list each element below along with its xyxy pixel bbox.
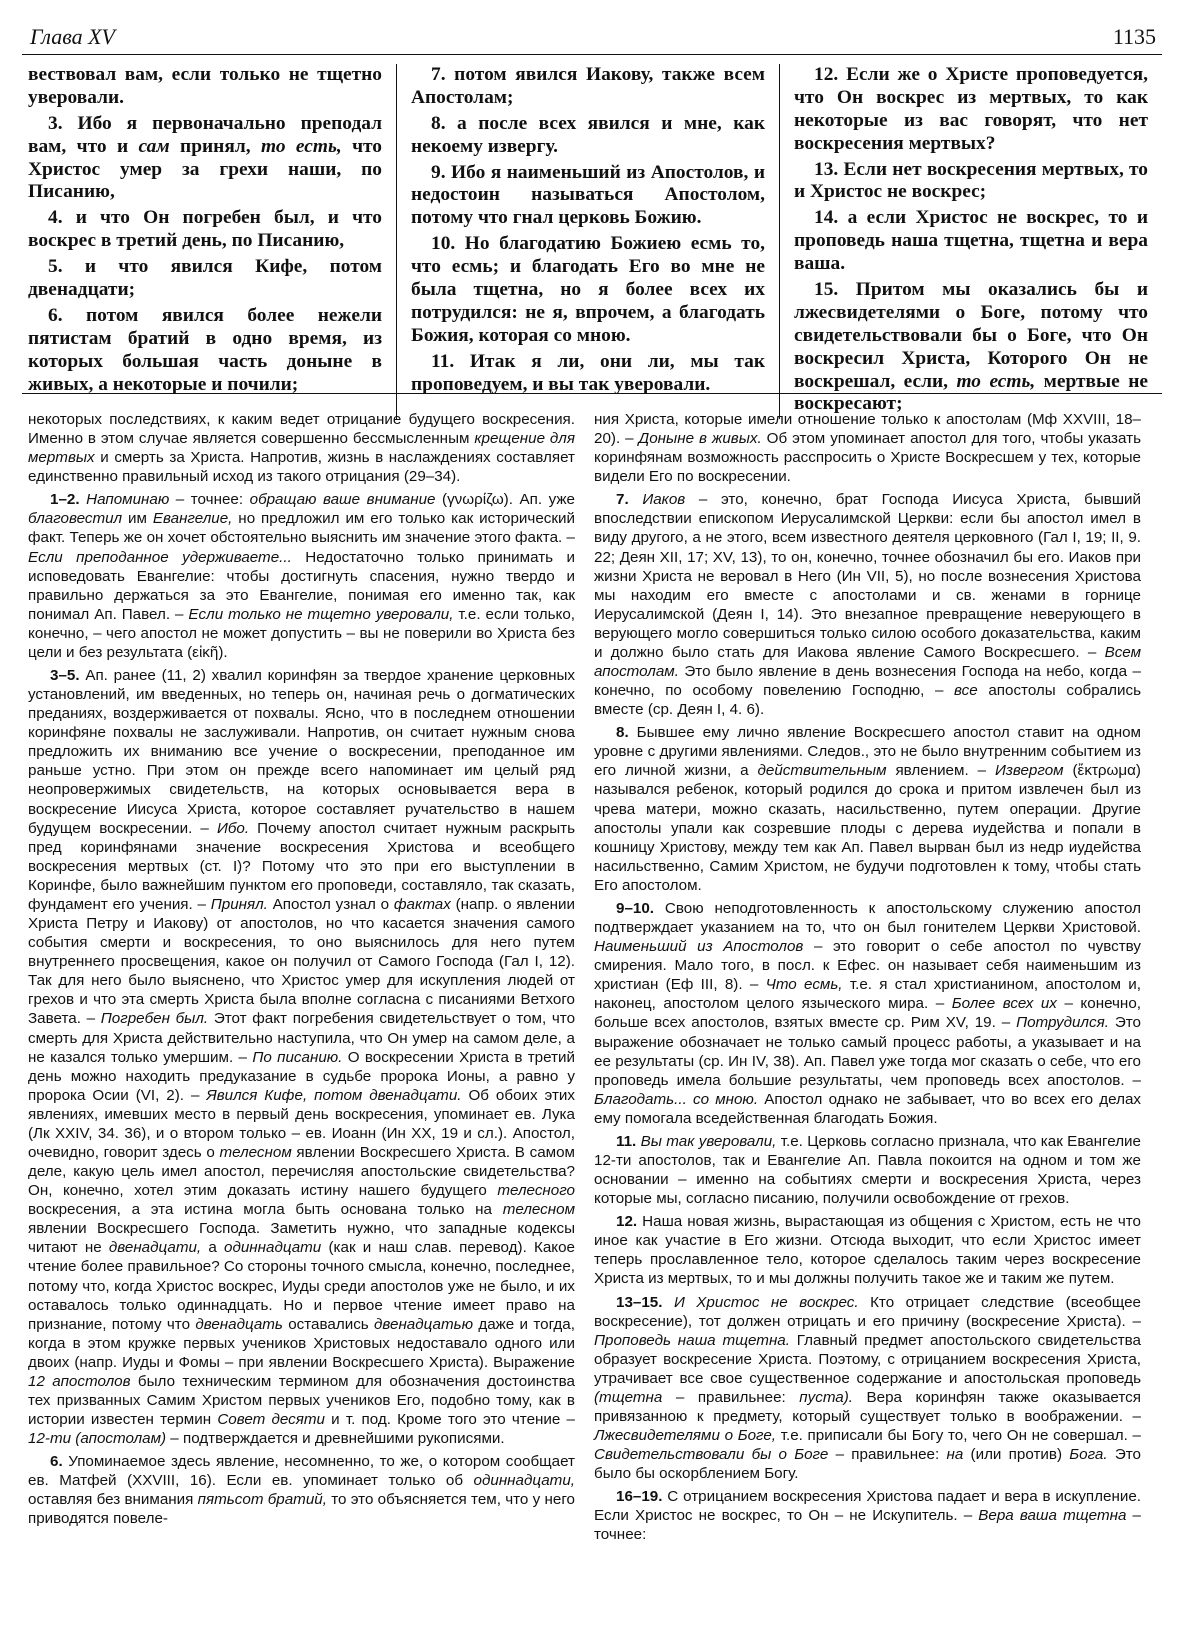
text-segment: – это, конечно, брат Господа Иисуса Христа, бывший впоследствии епископом Иерусалимской Церкви: если бы апостол имел в виду другого, а не этого, всем известного деятеля церковного (Гал I, 19; II, 9. 22; Деян XII, 17; XV, 13), то он, конечно, точнее обозначил бы его. Иаков при жизни Христа не веровал в Него (Ин VII, 5), но после вознесения Христова мы находим его вместе с апостолами и св. женами в горнице Иерусалимской (Деян I, 14). Это внезапное превращение неверующего в верующего могло совершиться только силою особого доказательства, каким и должно было стать для Иакова явление Самого Воскресшего. – xyxy=(594,491,1141,661)
text-segment: (как и наш слав. перевод). Какое чтение более правильное? Со стороны точного смысла, конечно, последнее, потому что, когда Христос воскрес, Иуды среди апостолов уже не было, и их оставалось только одиннадцать. Но и первое чтение имеет право на признание, потому что xyxy=(28,1239,576,1333)
text-segment: 8. xyxy=(616,724,629,742)
page-header xyxy=(22,18,1162,55)
text-segment: т.е. если только, конечно, – чего апостол не может допустить – вы не поверили во Христа без цели и без результата (εἰκῆ). xyxy=(28,605,575,661)
text-segment: Недостаточно только принимать и исповедовать Евангелие: чтобы достигнуть спасения, нужно твердо и правильно держаться за это Евангелие, понимая его именно так, как понимал Ап. Павел. – xyxy=(28,548,575,623)
text-segment: Принял. xyxy=(210,895,268,913)
text-segment: одиннадцати xyxy=(224,1239,322,1257)
text-segment: 3. Ибо я первоначально преподал вам, что и xyxy=(28,112,382,157)
chapter-title: Глава XV xyxy=(30,24,115,49)
text-segment: т.е. Церковь согласно признала, что как Евангелие 12-ти апостолов, так и Евангелие Ап. Павла покоится на одном и том же основании – именно на событиях смерти и воскресения Христа, через которые мы, согласно писанию, получили освобождение от грехов. xyxy=(594,1132,1141,1208)
text-segment: (напр. о явлении Христа Петру и Иакову) от апостолов, но что касается значения самого события смерти и воскресения, то оно выяснилось для него путем внутреннего просвещения, какое он получил от Самого Господа (Гал I, 12). Так для него было выяснено, что Христос умер для искупления людей от грехов и что эта смерть Христа была вполне согласна с писаниями Ветхого Завета. – xyxy=(28,895,575,1028)
text-segment: 13–15. xyxy=(616,1293,663,1311)
text-segment: 6. xyxy=(50,1453,63,1471)
text-segment: Более всех их xyxy=(951,995,1057,1013)
text-segment: Вы так уверовали, xyxy=(640,1132,777,1150)
text-segment: – правильнее: xyxy=(662,1388,800,1406)
text-segment: оставляя без внимания xyxy=(28,1491,198,1509)
text-segment: сам xyxy=(138,135,170,157)
scripture-column xyxy=(28,64,397,419)
text-segment: Евангелие, xyxy=(152,510,233,528)
text-segment: Проповедь наша тщетна. xyxy=(594,1331,790,1349)
text-segment: (γνωρίζω). Ап. уже xyxy=(435,491,575,509)
verse-paragraph xyxy=(794,64,1148,156)
scripture-column xyxy=(780,64,1162,419)
text-segment: 14. а если Христос не воскрес, то и проповедь наша тщетна, тщетна и вера ваша. xyxy=(794,207,1148,275)
text-segment: Всем апостолам. xyxy=(594,643,1141,681)
text-segment: 12-ти (апостолам) xyxy=(28,1430,167,1448)
verse-paragraph xyxy=(411,351,765,397)
text-segment: Об этом упоминает апостол для того, чтобы указать коринфянам возможность расспросить о Христе Воскресшем у тех, которые видели Его по воскресении. xyxy=(594,430,1142,486)
text-segment: Этот факт погребения свидетельствует о том, что смерть для Христа действительно наступила, что Он умер на самом деле, а не казался только умершим. – xyxy=(28,1010,576,1066)
text-segment: По писанию. xyxy=(252,1048,343,1066)
text-segment: 9. Ибо я наименьший из Апостолов, и недостоин называться Апостолом, потому что гнал церковь Божию. xyxy=(411,161,765,229)
text-segment: фактах xyxy=(393,895,451,913)
text-segment: Что есмь, xyxy=(765,976,843,994)
text-segment: С отрицанием воскресения Христова падает и вера в искупление. Если Христос не воскрес, то Он – не Искупитель. – xyxy=(594,1488,1141,1525)
scripture-text xyxy=(28,64,1162,419)
text-segment: О воскресении Христа в третий день можно находить предуказание в судьбе пророка Ионы, а равно у пророка Осии (VI, 2). – xyxy=(28,1048,575,1104)
commentary-paragraph xyxy=(594,1293,1141,1484)
text-segment: Напоминаю xyxy=(86,491,170,509)
text-segment: 3–5. xyxy=(50,667,80,685)
text-segment: явлении Воскресшего Господа. Заметить нужно, что западные кодексы читают не xyxy=(28,1220,575,1257)
text-segment: 7. xyxy=(616,491,629,509)
text-segment: двенадцати, xyxy=(108,1239,202,1257)
text-segment: двенадцатью xyxy=(374,1315,474,1333)
text-segment: Доныне в живых. xyxy=(638,430,762,448)
verse-paragraph xyxy=(794,207,1148,276)
text-segment: – это говорит о себе апостол по чувству смирения. Мало того, в посл. к Ефес. он называет себя наименьшим из христиан (Еф III, 8). – xyxy=(594,938,1141,994)
text-segment: Погребен был. xyxy=(100,1010,209,1028)
text-segment: некоторых последствиях, к каким ведет отрицание будущего воскресения. Именно в этом случае является совершенно бессмысленным xyxy=(28,411,575,448)
text-segment: 6. потом явился более нежели пятистам братий в одно время, из которых большая часть доныне в живых, а некоторые и почили; xyxy=(28,304,382,395)
text-segment: крещение для мертвых xyxy=(28,430,575,467)
text-segment: – конечно, больше всех апостолов, взятых вместе ср. Рим XV, 19. – xyxy=(594,995,1141,1032)
text-segment: Иаков xyxy=(642,491,686,509)
text-segment: Вера ваша тщетна xyxy=(978,1507,1127,1525)
text-segment: обращаю ваше внимание xyxy=(249,491,436,509)
text-segment: вествовал вам, если только не тщетно уверовали. xyxy=(28,64,382,108)
verse-paragraph xyxy=(28,305,382,397)
text-segment: Это выражение обозначает не только самый процесс работы, а указывает и на ее результаты (ср. Ин IV, 38). Ап. Павел уже тогда мог сказать о себе, что его проповедь имела большие результаты, чем проповедь всех апостолов. – xyxy=(594,1014,1141,1089)
text-segment: мертвые не воскресают; xyxy=(794,370,1149,415)
scripture-column xyxy=(397,64,780,419)
text-segment: все xyxy=(954,682,978,700)
text-segment: 5. и что явился Кифе, потом двенадцати; xyxy=(28,256,382,301)
text-segment: 1–2. xyxy=(50,491,80,509)
text-segment: пятьсот братий, xyxy=(197,1491,327,1509)
text-segment: – точнее: xyxy=(169,491,250,509)
commentary-paragraph xyxy=(594,490,1141,719)
text-segment: 12. xyxy=(616,1213,638,1231)
commentary-paragraph xyxy=(28,410,575,486)
text-segment: апостолы собрались вместе (ср. Деян I, 4. 6). xyxy=(594,682,1142,719)
text-segment: Потрудился. xyxy=(1016,1014,1109,1032)
text-segment: принял, xyxy=(169,135,261,157)
text-segment: Ибо. xyxy=(216,819,250,837)
text-segment: ния Христа, которые имели отношение только к апостолам (Мф XXVIII, 18–20). – xyxy=(594,411,1141,448)
text-segment: т.е. приписали бы Богу то, чего Он не совершал. – xyxy=(776,1427,1142,1445)
text-segment: 4. и что Он погребен был, и что воскрес в третий день, по Писанию, xyxy=(28,207,382,252)
commentary-paragraph xyxy=(28,1452,575,1528)
text-segment: даже и тогда, когда в этом кружке первых учеников Христовых недоставало одного или двоих (напр. Иуды и Фомы – при явлении Воскресшего Христа). Выражение xyxy=(28,1315,575,1371)
text-segment: 13. Если нет воскресения мертвых, то и Христос не воскрес; xyxy=(794,158,1148,203)
text-segment: 12. Если же о Христе проповедуется, что Он воскрес из мертвых, то как некоторые из вас говорят, что нет воскресения мертвых? xyxy=(794,64,1148,154)
text-segment: 7. потом явился Иакову, также всем Апостолам; xyxy=(411,64,765,108)
text-segment: и смерть за Христа. Напротив, жизнь в наслаждениях составляет единственно правильный исход из такого отрицания (29–34). xyxy=(28,449,575,486)
text-segment: – правильнее: xyxy=(828,1446,947,1464)
commentary-paragraph xyxy=(28,666,575,1448)
text-segment xyxy=(662,1294,674,1311)
text-segment: Это было явление в день вознесения Господа на небо, когда – конечно, по особому повелению Господню, – xyxy=(594,663,1141,700)
text-segment: – подтверждается и древнейшими рукописями. xyxy=(166,1430,505,1448)
text-segment: действительным xyxy=(757,762,887,780)
verse-paragraph xyxy=(28,113,382,205)
verse-paragraph xyxy=(794,279,1148,416)
text-segment: 15. Притом мы оказались бы и лжесвидетелями о Боге, потому что свидетельствовали бы о Боге, что Он воскресил Христа, Которого Он не воскрешал, если, xyxy=(794,279,1148,392)
text-segment: – точнее: xyxy=(594,1507,1141,1544)
commentary-paragraph xyxy=(594,723,1141,895)
text-segment: на xyxy=(946,1446,964,1464)
text-segment: Ап. ранее (11, 2) хвалил коринфян за твердое хранение церковных установлений, им введенных, но теперь он, начиная речь о догматических преданиях, воздерживается от похвалы. Ясно, что в последнем отношении коринфяне похвалы не заслуживали. Напротив, он считает нужным снова предложить их вниманию все учение о воскресении, преподанное им раньше устно. При этом он прежде всего напоминает им целый ряд неопровержимых свидетельств, на которых основывается вера в воскресение Иисуса Христа, которое составляет ручательство в нашем будущем воскресении. – xyxy=(28,667,575,837)
text-segment: Явился Кифе, потом двенадцати. xyxy=(206,1086,462,1104)
text-segment: И Христос не воскрес. xyxy=(673,1293,859,1311)
text-segment: им xyxy=(122,510,153,528)
text-segment: Это было бы оскорблением Богу. xyxy=(594,1446,1141,1483)
text-segment: 9–10. xyxy=(616,899,655,917)
text-segment: т.е. я стал христианином, апостолом и, наконец, апостолом целого языческого мира. – xyxy=(594,976,1141,1013)
text-segment: было техническим термином для обозначения достоинства тех призванных Самим Христом первых учеников Его, подобно тому, как в истории известен термин xyxy=(28,1372,575,1429)
text-segment: Апостол однако не забывает, что во всех его делах ему помогала вседейственная благодать Божия. xyxy=(594,1090,1142,1127)
page-number: 1135 xyxy=(1112,24,1156,49)
text-segment: Об обоих этих явлениях, имевших место в первый день воскресения, упоминает ев. Лука (Лк XXIV, 34. 36), и о втором только – ев. Иоанн (Ин XX, 19 и сл.). Апостол, очевидно, говорит здесь о xyxy=(28,1086,575,1161)
text-segment: 10. Но благодатию Божиею есмь то, что есмь; и благодать Его во мне не была тщетна, но я более всех их потрудился: не я, впрочем, а благодать Божия, которая со мною. xyxy=(411,233,765,346)
commentary-left-column xyxy=(28,410,575,1533)
text-segment: Наименьший из Апостолов xyxy=(594,938,804,956)
text-segment: Извергом xyxy=(994,762,1064,780)
text-segment: благовестил xyxy=(28,510,123,528)
commentary-paragraph xyxy=(594,410,1141,486)
text-segment: 8. а после всех явился и мне, как некоему извергу. xyxy=(411,112,765,157)
text-segment: (ἔκτρωμα) назывался ребенок, который родился до срока и притом извлечен был из чрева матери, можно сказать, насильственно, путем операции. Другие апостолы упали как созревшие плоды с дерева иудейства и попали в кошницу Христову, между тем как Ап. Павел вырван был из недр иудейства насильственно, Самим Христом, не будучи подготовлен к тому, чтобы стать Его апостолом. xyxy=(594,762,1141,894)
verse-paragraph xyxy=(411,64,765,110)
text-segment: телесном xyxy=(502,1201,575,1219)
text-segment: а xyxy=(201,1239,225,1257)
text-segment: то есть, xyxy=(956,370,1036,392)
text-segment: Благодать... со мною. xyxy=(594,1090,759,1108)
text-segment: (или против) xyxy=(963,1446,1070,1464)
text-segment: Если преподанное удерживаете... xyxy=(28,548,292,566)
text-segment: Наша новая жизнь, вырастающая из общения с Христом, есть не что иное как участие в Его жизни. Отсюда выходит, что если Христос имеет теперь прославленное тело, которое сделалось таким через воскресение Христа из мертвых, то и мы должны получить такое же и таким же путем. xyxy=(594,1213,1141,1288)
text-segment: Лжесвидетелями о Боге, xyxy=(594,1427,777,1445)
text-segment: воскресения, а эта истина могла быть основана только на xyxy=(28,1201,503,1219)
text-segment: Почему апостол считает нужным раскрыть пред коринфянами значение воскресения Христова и всеобщего воскресения мертвых (ст. I)? Потому что это при его выступлении в Коринфе, было важнейшим пунктом его проповеди, составляло, так сказать, фундамент его учения. – xyxy=(28,819,575,913)
verse-paragraph xyxy=(411,162,765,231)
verse-paragraph xyxy=(28,256,382,302)
text-segment: 11. Итак я ли, они ли, мы так проповедуем, и вы так уверовали. xyxy=(411,350,765,395)
text-segment xyxy=(629,491,643,508)
text-segment: Свою неподготовленность к апостольскому служению апостол подтверждает указанием на то, что он был гонителем Церкви Христовой. xyxy=(594,899,1141,937)
text-segment: Упоминаемое здесь явление, несомненно, то же, о котором сообщает ев. Матфей (XXVIII, 16). Если ев. упоминает только об xyxy=(28,1453,575,1490)
text-segment: то есть, xyxy=(261,135,342,157)
commentary-paragraph xyxy=(594,1132,1141,1208)
text-segment: то это объясняется тем, что у него приводятся повеле- xyxy=(28,1491,575,1528)
text-segment: одиннадцати, xyxy=(473,1472,575,1490)
text-segment: что Христос умер за грехи наши, по Писанию, xyxy=(28,135,383,203)
text-segment: двенадцать xyxy=(195,1315,283,1333)
verse-paragraph xyxy=(28,207,382,253)
text-segment: Главный предмет апостольского свидетельства образует воскресение Христа. Поэтому, с отрицанием воскресения Христа, утрачивает все свое существенное содержание и апостольская проповедь xyxy=(594,1331,1142,1387)
text-segment: Бывшее ему лично явление Воскресшего апостол ставит на одном уровне с другими явлениями. Следов., это не было внутренним событием из его личной жизни, а xyxy=(594,724,1141,780)
text-segment: Бога. xyxy=(1069,1446,1108,1464)
text-segment: пуста). xyxy=(799,1388,854,1406)
text-segment: и т. под. Кроме того это чтение – xyxy=(324,1411,575,1429)
verse-paragraph xyxy=(794,159,1148,205)
verse-paragraph xyxy=(411,233,765,347)
commentary-right-column xyxy=(594,410,1141,1549)
commentary-paragraph xyxy=(28,490,575,662)
text-segment: но предложил им его только как исторический факт. Теперь же он хочет обстоятельно выяснить им значение этого факта. – xyxy=(28,510,575,547)
commentary-paragraph xyxy=(594,1487,1141,1544)
text-segment: телесного xyxy=(497,1182,575,1200)
verse-paragraph xyxy=(28,64,382,110)
text-segment: Свидетельствовали бы о Боге xyxy=(594,1446,829,1464)
text-segment: явлении Воскресшего Христа. В самом деле, какую цель имел апостол, перечисляя апостольские свидетельства? Он, конечно, хотел этим доказать истину нашего будущего xyxy=(28,1143,575,1200)
text-segment: Если только не тщетно уверовали, xyxy=(188,605,454,623)
commentary-paragraph xyxy=(594,1212,1141,1288)
verse-paragraph xyxy=(411,113,765,159)
text-segment: явлением. – xyxy=(886,762,995,780)
text-segment: Апостол узнал о xyxy=(267,895,394,913)
text-segment: Кто отрицает следствие (всеобщее воскресение), тот должен отрицать и его причину (воскресение Христа). – xyxy=(594,1293,1141,1330)
text-segment: Вера коринфян также оказывается привязанною к предмету, который существует только в воображении. – xyxy=(594,1388,1141,1425)
text-segment: 11. xyxy=(616,1132,637,1150)
text-segment: Совет десяти xyxy=(217,1411,325,1429)
text-segment: телесном xyxy=(219,1143,292,1161)
section-divider xyxy=(22,393,1162,394)
text-segment: (тщетна xyxy=(594,1388,663,1406)
text-segment: 16–19. xyxy=(616,1488,663,1506)
commentary-paragraph xyxy=(594,899,1141,1128)
text-segment: оставались xyxy=(282,1315,375,1333)
text-segment: 12 апостолов xyxy=(28,1372,131,1390)
